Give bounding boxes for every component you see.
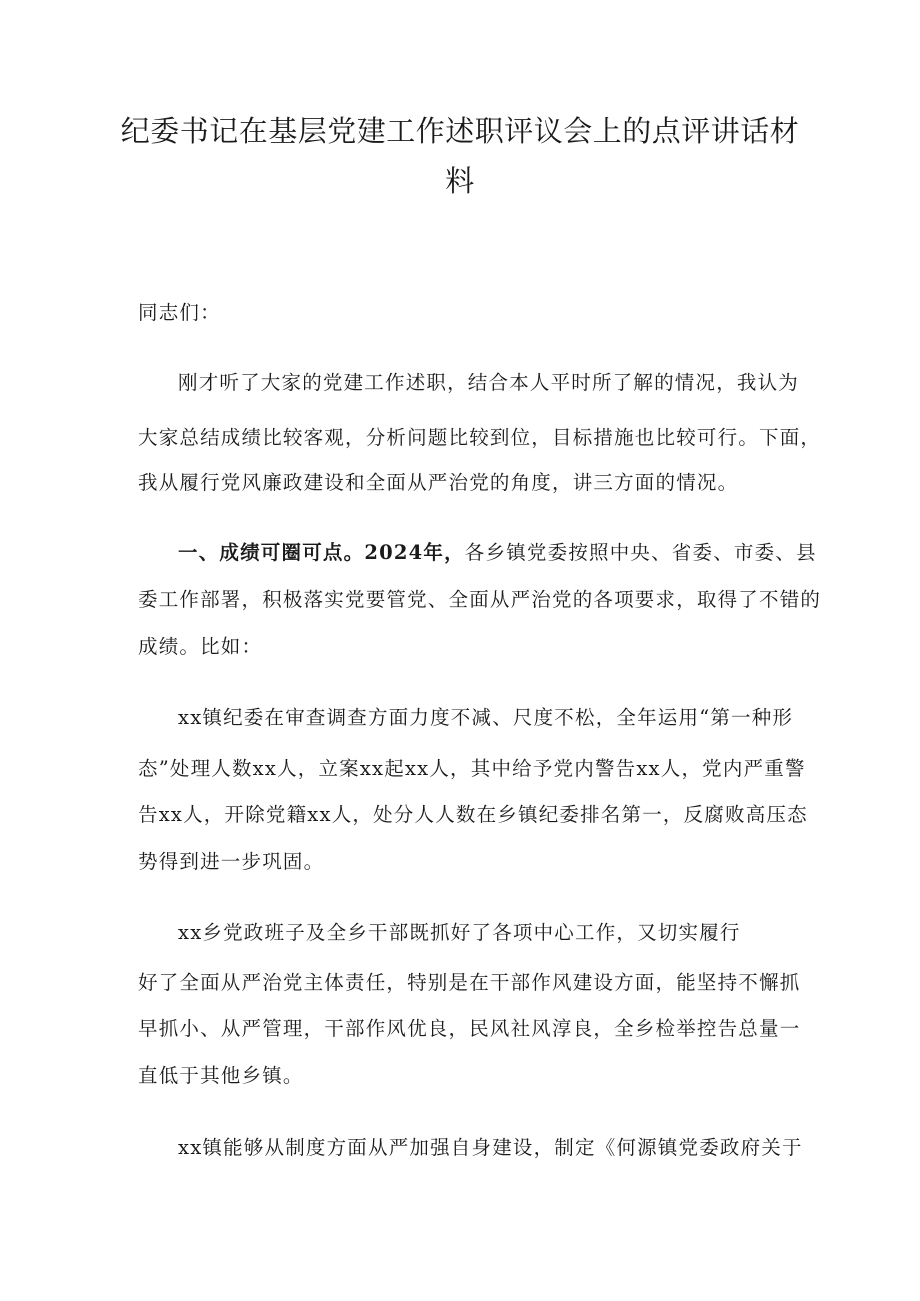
paragraph-1-line: 大家总结成绩比较客观，分析问题比较到位，目标措施也比较可行。下面， — [138, 426, 822, 449]
paragraph-4-line: 早抓小、从严管理，干部作风优良，民风社风淳良，全乡检举控告总量一 — [138, 1017, 801, 1040]
paragraph-2-line — [178, 538, 817, 568]
paragraph-5-line: xx镇能够从制度方面从严加强自身建设，制定《何源镇党委政府关于 — [178, 1136, 803, 1159]
salutation: 同志们： — [138, 301, 221, 324]
paragraph-4-line: xx乡党政班子及全乡干部既抓好了各项中心工作，又切实履行 — [178, 921, 741, 944]
paragraph-3-line: xx镇纪委在审查调查方面力度不减、尺度不松，全年运用“第一种形 — [178, 706, 794, 729]
paragraph-2-line: 成绩。比如： — [138, 635, 263, 658]
section-heading: 一、成绩可圈可点。 — [178, 541, 365, 564]
paragraph-4-line: 好了全面从严治党主体责任，特别是在干部作风建设方面，能坚持不懈抓 — [138, 971, 801, 994]
paragraph-2-line: 委工作部署，积极落实党要管党、全面从严治党的各项要求，取得了不错的 — [138, 588, 822, 611]
title-line-1: 纪委书记在基层党建工作述职评议会上的点评讲话材 — [120, 114, 800, 148]
paragraph-3-line: 态”处理人数xx人，立案xx起xx人，其中给予党内警告xx人，党内严重警 — [138, 757, 806, 780]
paragraph-1-line: 我从履行党风廉政建设和全面从严治党的角度，讲三方面的情况。 — [138, 471, 739, 494]
title-line-2: 料 — [445, 164, 475, 198]
paragraph-3-line: 告xx人，开除党籍xx人，处分人人数在乡镇纪委排名第一，反腐败高压态 — [138, 803, 808, 826]
paragraph-2-text: 各乡镇党委按照中央、省委、市委、县 — [464, 541, 817, 564]
paragraph-4-line: 直低于其他乡镇。 — [138, 1064, 304, 1087]
document-title — [120, 106, 800, 206]
paragraph-1-line: 刚才听了大家的党建工作述职，结合本人平时所了解的情况，我认为 — [178, 371, 800, 394]
section-year: 2024年， — [364, 541, 465, 564]
paragraph-3-line: 势得到进一步巩固。 — [138, 850, 325, 873]
